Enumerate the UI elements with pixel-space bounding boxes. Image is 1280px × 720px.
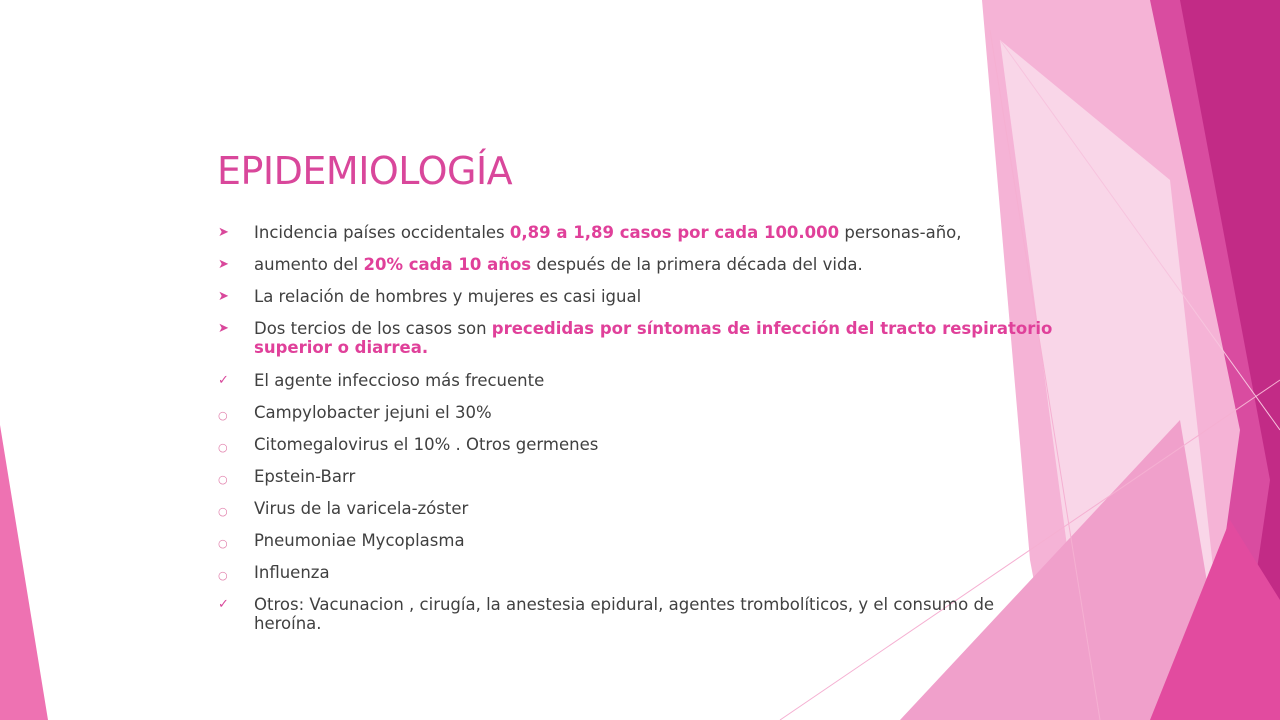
highlighted-text: 20% cada 10 años [363,255,532,274]
left-pink-shape [0,425,48,720]
text-segment: Virus de la varicela-zóster [254,499,469,518]
arrow-bullet-icon: ➤ [218,225,229,240]
text-segment: Otros: Vacunacion , cirugía, la anestesia epidural, agentes trombolíticos, y el consumo de heroína. [254,595,995,633]
arrow-bullet-icon: ➤ [218,257,229,272]
text-segment: Pneumoniae Mycoplasma [254,531,465,550]
bullet-text [254,467,1054,486]
arrow-bullet-icon: ➤ [218,321,229,336]
text-segment: Epstein-Barr [254,467,356,486]
circle-bullet-icon: ○ [218,569,228,582]
slide-title: EPIDEMIOLOGÍA [217,149,513,193]
bullet-text [254,435,1054,454]
text-segment: Influenza [254,563,330,582]
text-segment: después de la primera década del vida. [531,255,863,274]
text-segment: personas-año, [839,223,962,242]
bullet-text [254,223,1054,242]
text-segment: aumento del [254,255,364,274]
circle-bullet-icon: ○ [218,441,228,454]
text-segment: El agente infeccioso más frecuente [254,371,545,390]
bullet-text [254,371,1054,390]
text-segment: Dos tercios de los casos son [254,319,492,338]
bullet-text [254,499,1054,518]
circle-bullet-icon: ○ [218,537,228,550]
bullet-text [254,531,1054,550]
text-segment: La relación de hombres y mujeres es casi igual [254,287,642,306]
bullet-text [254,255,1054,274]
bullet-text [254,319,1054,357]
circle-bullet-icon: ○ [218,505,228,518]
text-segment: Citomegalovirus el 10% . Otros germenes [254,435,599,454]
check-bullet-icon: ✓ [218,597,229,612]
arrow-bullet-icon: ➤ [218,289,229,304]
bullet-text [254,403,1054,422]
bullet-text [254,563,1054,582]
bullet-text [254,595,1054,633]
highlighted-text: precedidas por síntomas de infección del tracto respiratorio superior o diarrea. [254,319,1053,357]
circle-bullet-icon: ○ [218,409,228,422]
circle-bullet-icon: ○ [218,473,228,486]
highlighted-text: 0,89 a 1,89 casos por cada 100.000 [509,223,840,242]
text-segment: Campylobacter jejuni el 30% [254,403,492,422]
check-bullet-icon: ✓ [218,373,229,388]
bullet-text [254,287,1054,306]
text-segment: Incidencia países occidentales [254,223,510,242]
